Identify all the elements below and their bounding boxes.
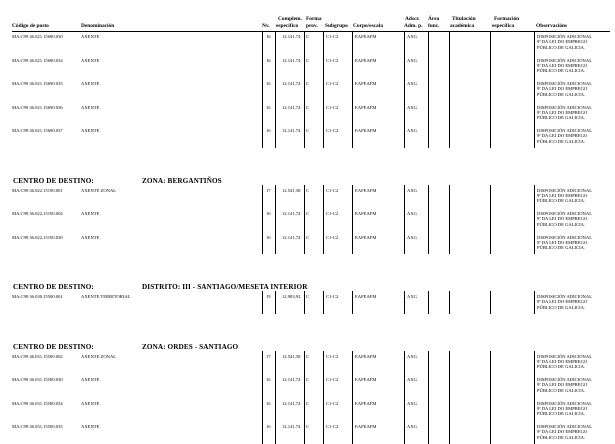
column-rule: [352, 31, 353, 148]
nivel-cell: 16: [266, 104, 271, 110]
subgrupo-cell: C1-C2: [326, 128, 339, 133]
denominacion-cell: AXENTE: [81, 377, 100, 382]
column-rule: [490, 351, 491, 444]
section-zone: ZONA: ORDES - SANTIAGO: [142, 342, 239, 351]
denominacion-cell: AXENTE: [81, 34, 100, 39]
subgrupo-cell: C1-C2: [326, 81, 339, 86]
complemento-cell: 12.541,38: [282, 353, 301, 359]
header-complemento-1: Complem.: [278, 16, 302, 22]
subgrupo-cell: C1-C2: [326, 57, 339, 63]
codigo-cell: MA.C99.36.021.15690.036: [12, 104, 63, 110]
complemento-cell: 12.141,74: [282, 34, 301, 39]
subgrupo-cell: C1-C2: [326, 211, 339, 216]
codigo-cell: MA.C99.36.021.15690.035: [12, 81, 63, 86]
column-rule: [323, 291, 324, 314]
header-area-2: func.: [428, 23, 440, 29]
column-rule: [304, 185, 305, 255]
subgrupo-cell: C1-C2: [326, 353, 339, 359]
observaciones-line: DISPOSICIÓN ADICIONAL: [537, 234, 592, 240]
denominacion-cell: AXENTE: [81, 400, 100, 406]
denominacion-cell: AXENTE: [81, 424, 100, 429]
adscr-cell: AXG: [407, 187, 417, 193]
corpo-cell: EAFEAFM: [355, 104, 377, 110]
observaciones-line: DISPOSICIÓN ADICIONAL: [537, 104, 592, 110]
column-rule: [534, 185, 535, 255]
codigo-cell: MA.C99.36.022.15190.001: [12, 187, 63, 193]
observaciones-line: 9ª DA LEI DO EMPREGO: [537, 62, 588, 68]
observaciones-line: 9ª DA LEI DO EMPREGO: [537, 86, 588, 92]
corpo-cell: EAFEAFM: [355, 294, 377, 299]
observaciones-line: PÚBLICO DE GALICIA.: [537, 68, 586, 74]
column-rule: [428, 31, 429, 148]
adscr-cell: AXG: [407, 57, 417, 63]
observaciones-line: 9ª DA LEI DO EMPREGO: [537, 299, 588, 305]
adscr-cell: AXG: [407, 294, 417, 299]
observaciones-line: 9ª DA LEI DO EMPREGO: [537, 239, 588, 245]
column-rule: [352, 351, 353, 444]
codigo-cell: MA.C99.36.021.15690.030: [12, 34, 63, 39]
observaciones-line: DISPOSICIÓN ADICIONAL: [537, 294, 592, 299]
subgrupo-cell: C1-C2: [326, 187, 339, 193]
header-titulacion-2: académica: [450, 23, 475, 29]
observaciones-line: 9ª DA LEI DO EMPREGO: [537, 192, 588, 198]
codigo-cell: MA.C99.36.022.15190.030: [12, 234, 63, 240]
header-codigo: Código de posto: [12, 23, 49, 29]
forma-cell: C: [306, 34, 310, 39]
header-adscr-2: Adm. p.: [404, 23, 423, 29]
denominacion-cell: AXENTE: [81, 81, 100, 86]
observaciones-line: 9ª DA LEI DO EMPREGO: [537, 405, 588, 411]
column-rule: [262, 291, 263, 314]
subgrupo-cell: C1-C2: [326, 377, 339, 382]
adscr-cell: AXG: [407, 234, 417, 240]
column-rule: [490, 185, 491, 255]
corpo-cell: EAFEAFM: [355, 424, 377, 429]
adscr-cell: AXG: [407, 377, 417, 382]
observaciones-line: PÚBLICO DE GALICIA.: [537, 198, 586, 204]
column-rule: [262, 185, 263, 255]
nivel-cell: 16: [266, 234, 271, 240]
complemento-cell: 12.141,74: [282, 424, 301, 429]
header-formacion-2: específica: [492, 23, 515, 29]
subgrupo-cell: C1-C2: [326, 34, 339, 39]
adscr-cell: AXG: [407, 400, 417, 406]
nivel-cell: 16: [266, 128, 271, 133]
denominacion-cell: AXENTE TERRITORIAL: [81, 294, 131, 299]
observaciones-line: DISPOSICIÓN ADICIONAL: [537, 377, 592, 382]
codigo-cell: MA.C99.36.031.15500.002: [12, 353, 63, 359]
nivel-cell: 16: [266, 57, 271, 63]
forma-cell: C: [306, 57, 310, 63]
complemento-cell: 12.141,74: [282, 400, 301, 406]
forma-cell: C: [306, 424, 310, 429]
forma-cell: C: [306, 234, 310, 240]
corpo-cell: EAFEAFM: [355, 187, 377, 193]
observaciones-line: DISPOSICIÓN ADICIONAL: [537, 57, 592, 63]
observaciones-line: 9ª DA LEI DO EMPREGO: [537, 109, 588, 115]
observaciones-line: 9ª DA LEI DO EMPREGO: [537, 216, 588, 222]
forma-cell: C: [306, 187, 310, 193]
column-rule: [534, 291, 535, 314]
corpo-cell: EAFEAFM: [355, 234, 377, 240]
subgrupo-cell: C1-C2: [326, 234, 339, 240]
complemento-cell: 12.141,74: [282, 57, 301, 63]
column-rule: [449, 291, 450, 314]
observaciones-line: DISPOSICIÓN ADICIONAL: [537, 187, 592, 193]
forma-cell: C: [306, 377, 310, 382]
observaciones-line: PÚBLICO DE GALICIA.: [537, 387, 586, 393]
column-rule: [323, 31, 324, 148]
codigo-cell: MA.C99.36.021.15690.037: [12, 128, 63, 133]
nivel-cell: 16: [266, 400, 271, 406]
denominacion-cell: AXENTE: [81, 128, 100, 133]
complemento-cell: 12.141,74: [282, 211, 301, 216]
adscr-cell: AXG: [407, 104, 417, 110]
column-rule: [534, 31, 535, 148]
adscr-cell: AXG: [407, 128, 417, 133]
header-formacion-1: Formación: [494, 16, 520, 22]
denominacion-cell: AXENTE: [81, 57, 100, 63]
column-rule: [449, 351, 450, 444]
header-nivel: Nv.: [262, 23, 270, 29]
column-rule: [404, 291, 405, 314]
subgrupo-cell: C1-C2: [326, 424, 339, 429]
column-rule: [404, 351, 405, 444]
adscr-cell: AXG: [407, 211, 417, 216]
denominacion-cell: AXENTE ZONAL: [81, 353, 117, 359]
forma-cell: C: [306, 81, 310, 86]
observaciones-line: PÚBLICO DE GALICIA.: [537, 245, 586, 251]
header-complemento-2: específico: [276, 23, 299, 29]
column-rule: [304, 31, 305, 148]
column-rule: [352, 291, 353, 314]
corpo-cell: EAFEAFM: [355, 377, 377, 382]
observaciones-line: PÚBLICO DE GALICIA.: [537, 434, 586, 440]
nivel-cell: 16: [266, 34, 271, 39]
header-forma-1: Forma: [306, 16, 322, 22]
column-rule: [275, 291, 276, 314]
codigo-cell: MA.C99.36.031.15500.034: [12, 400, 63, 406]
observaciones-line: PÚBLICO DE GALICIA.: [537, 411, 586, 417]
complemento-cell: 12.141,74: [282, 128, 301, 133]
column-rule: [404, 185, 405, 255]
column-rule: [449, 31, 450, 148]
observaciones-line: DISPOSICIÓN ADICIONAL: [537, 81, 592, 86]
forma-cell: C: [306, 211, 310, 216]
header-forma-2: prov.: [306, 23, 318, 29]
observaciones-line: DISPOSICIÓN ADICIONAL: [537, 128, 592, 133]
observaciones-line: PÚBLICO DE GALICIA.: [537, 91, 586, 97]
column-rule: [262, 31, 263, 148]
column-rule: [323, 185, 324, 255]
corpo-cell: EAFEAFM: [355, 128, 377, 133]
nivel-cell: 16: [266, 424, 271, 429]
observaciones-line: DISPOSICIÓN ADICIONAL: [537, 353, 592, 359]
column-rule: [490, 31, 491, 148]
codigo-cell: MA.C99.36.030.15500.001: [12, 294, 63, 299]
column-rule: [534, 351, 535, 444]
complemento-cell: 12.541,38: [282, 187, 301, 193]
header-titulacion-1: Titulación: [452, 16, 476, 22]
adscr-cell: AXG: [407, 34, 417, 39]
section-label: CENTRO DE DESTINO:: [13, 342, 94, 351]
adscr-cell: AXG: [407, 81, 417, 86]
nivel-cell: 17: [266, 353, 271, 359]
nivel-cell: 16: [266, 377, 271, 382]
corpo-cell: EAFEAFM: [355, 400, 377, 406]
denominacion-cell: AXENTE: [81, 234, 100, 240]
subgrupo-cell: C1-C2: [326, 294, 339, 299]
column-rule: [304, 351, 305, 444]
denominacion-cell: AXENTE: [81, 211, 100, 216]
observaciones-line: 9ª DA LEI DO EMPREGO: [537, 358, 588, 364]
nivel-cell: 19: [266, 294, 271, 299]
header-rule: [12, 31, 610, 32]
forma-cell: C: [306, 128, 310, 133]
observaciones-line: PÚBLICO DE GALICIA.: [537, 304, 586, 310]
denominacion-cell: AXENTE: [81, 104, 100, 110]
observaciones-line: PÚBLICO DE GALICIA.: [537, 138, 586, 144]
adscr-cell: AXG: [407, 353, 417, 359]
observaciones-line: DISPOSICIÓN ADICIONAL: [537, 34, 592, 39]
observaciones-line: DISPOSICIÓN ADICIONAL: [537, 211, 592, 216]
denominacion-cell: AXENTE ZONAL: [81, 187, 117, 193]
header-corpo: Corpo/escala: [353, 23, 383, 29]
forma-cell: C: [306, 400, 310, 406]
column-rule: [275, 31, 276, 148]
observaciones-line: PÚBLICO DE GALICIA.: [537, 115, 586, 121]
column-rule: [275, 185, 276, 255]
codigo-cell: MA.C99.36.022.15190.002: [12, 211, 63, 216]
header-adscr-1: Adscr.: [405, 16, 420, 22]
section-zone: DISTRITO: III - SANTIAGO/MESETA INTERIOR: [142, 283, 308, 291]
column-rule: [352, 185, 353, 255]
forma-cell: C: [306, 104, 310, 110]
complemento-cell: 12.141,74: [282, 234, 301, 240]
complemento-cell: 12.983,92: [282, 294, 301, 299]
observaciones-line: PÚBLICO DE GALICIA.: [537, 44, 586, 50]
adscr-cell: AXG: [407, 424, 417, 429]
column-rule: [404, 31, 405, 148]
nivel-cell: 16: [266, 211, 271, 216]
header-observaciones: Observacións: [536, 23, 568, 29]
observaciones-line: 9ª DA LEI DO EMPREGO: [537, 39, 588, 45]
observaciones-line: PÚBLICO DE GALICIA.: [537, 221, 586, 227]
forma-cell: C: [306, 353, 310, 359]
header-area-1: Área: [428, 16, 440, 22]
column-rule: [275, 351, 276, 444]
observaciones-line: DISPOSICIÓN ADICIONAL: [537, 400, 592, 406]
observaciones-line: 9ª DA LEI DO EMPREGO: [537, 133, 588, 139]
column-rule: [449, 185, 450, 255]
section-zone: ZONA: BERGANTIÑOS: [142, 176, 222, 185]
observaciones-line: DISPOSICIÓN ADICIONAL: [537, 424, 592, 429]
corpo-cell: EAFEAFM: [355, 34, 377, 39]
column-rule: [262, 351, 263, 444]
column-rule: [428, 185, 429, 255]
codigo-cell: MA.C99.36.021.15690.034: [12, 57, 63, 63]
header-subgrupo: Subgrupo: [325, 23, 348, 29]
codigo-cell: MA.C99.36.031.15500.030: [12, 377, 63, 382]
header-denominacion: Denominación: [81, 23, 115, 29]
subgrupo-cell: C1-C2: [326, 104, 339, 110]
codigo-cell: MA.C99.36.031.15500.035: [12, 424, 63, 429]
complemento-cell: 12.141,74: [282, 104, 301, 110]
column-rule: [490, 291, 491, 314]
section-label: CENTRO DE DESTINO:: [13, 176, 94, 185]
section-label: CENTRO DE DESTINO:: [13, 283, 94, 291]
observaciones-line: 9ª DA LEI DO EMPREGO: [537, 429, 588, 435]
column-rule: [304, 291, 305, 314]
column-rule: [428, 291, 429, 314]
nivel-cell: 16: [266, 81, 271, 86]
subgrupo-cell: C1-C2: [326, 400, 339, 406]
column-rule: [323, 351, 324, 444]
corpo-cell: EAFEAFM: [355, 81, 377, 86]
column-rule: [428, 351, 429, 444]
nivel-cell: 17: [266, 187, 271, 193]
observaciones-line: PÚBLICO DE GALICIA.: [537, 364, 586, 370]
observaciones-line: 9ª DA LEI DO EMPREGO: [537, 382, 588, 388]
corpo-cell: EAFEAFM: [355, 353, 377, 359]
forma-cell: C: [306, 294, 310, 299]
corpo-cell: EAFEAFM: [355, 211, 377, 216]
complemento-cell: 12.141,74: [282, 81, 301, 86]
complemento-cell: 12.141,74: [282, 377, 301, 382]
corpo-cell: EAFEAFM: [355, 57, 377, 63]
